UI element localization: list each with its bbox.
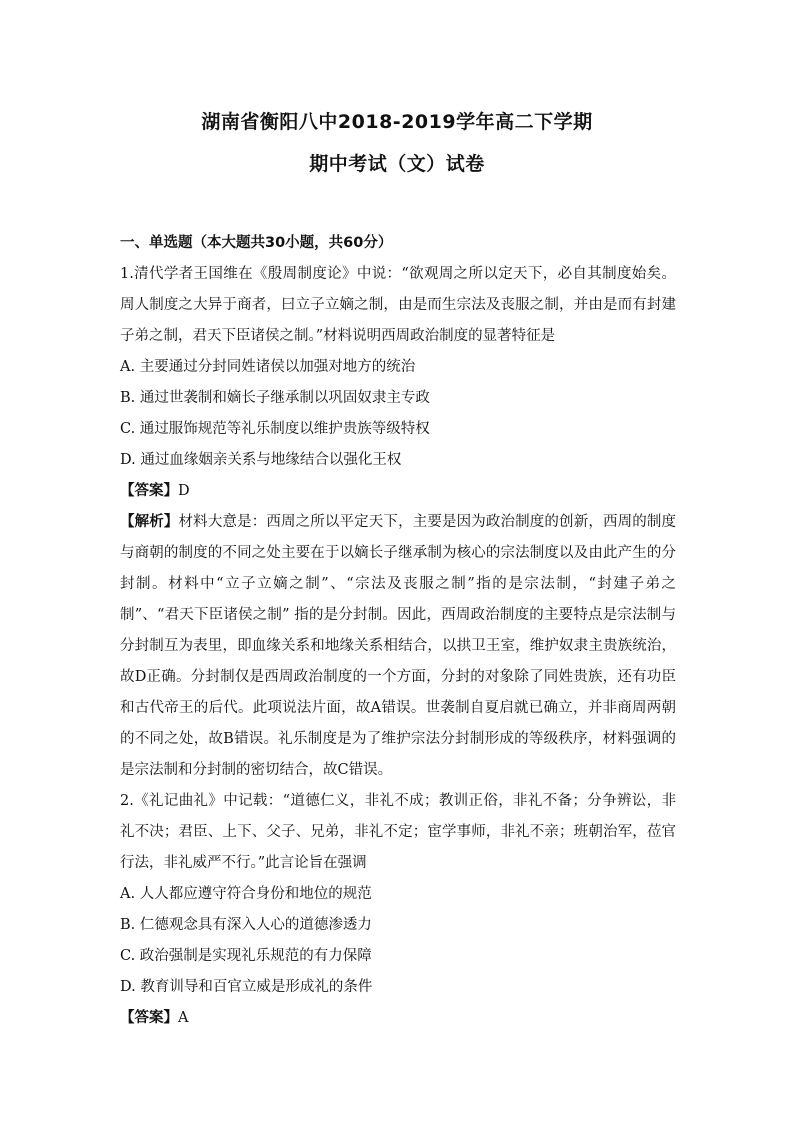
document-title: 湖南省衡阳八中2018-2019学年高二下学期 xyxy=(201,111,593,133)
question-1-answer xyxy=(120,476,676,507)
section-header: 一、单选题（本大题共30小题，共60分） xyxy=(120,235,393,251)
question-2-answer xyxy=(120,1003,676,1034)
answer-value: D xyxy=(178,483,190,499)
question-1-analysis xyxy=(120,507,676,786)
question-2-stem: 2.《礼记曲礼》中记载：“道德仁义，非礼不成；教训正俗，非礼不备；分争辨讼，非礼不决；君臣、上下、父子、兄弟，非礼不定；宦学事师，非礼不亲；班朝治军，莅官行法，非礼威严不行。”此言论旨在强调 xyxy=(120,793,676,871)
document-subtitle: 期中考试（文）试卷 xyxy=(309,153,485,175)
analysis-tag: 【解析】 xyxy=(120,514,179,530)
question-1-option-a: A. 主要通过分封同姓诸侯以加强对地方的统治 xyxy=(120,359,416,375)
question-2-option-b: B. 仁德观念具有深入人心的道德渗透力 xyxy=(120,917,372,933)
answer-tag: 【答案】 xyxy=(120,1010,178,1026)
analysis-text: 材料大意是：西周之所以平定天下，主要是因为政治制度的创新，西周的制度与商朝的制度的不同之处主要在于以嫡长子继承制为核心的宗法制度以及由此产生的分封制。材料中“立子立嫡之制”、“宗法及丧服之制”指的是宗法制，“封建子弟之制”、“君天下臣诸侯之制” 指的是分封制。因此，西周政治制度的主要特点是宗法制与分封制互为表里，即血缘关系和地缘关系相结合，以拱卫王室，维护奴隶主贵族统治，故D正确。分封制仅是西周政治制度的一个方面，分封的对象除了同姓贵族，还有功臣和古代帝王的后代。此项说法片面，故A错误。世袭制自夏启就已确立，并非商周两朝的不同之处，故B错误。礼乐制度是为了维护宗法分封制形成的等级秩序，材料强调的是宗法制和分封制的密切结合，故C错误。 xyxy=(120,514,677,778)
question-2-option-c: C. 政治强制是实现礼乐规范的有力保障 xyxy=(120,948,372,964)
question-2-option-d: D. 教育训导和百官立威是形成礼的条件 xyxy=(120,979,373,995)
question-1-option-b: B. 通过世袭制和嫡长子继承制以巩固奴隶主专政 xyxy=(120,390,430,406)
question-1-option-d: D. 通过血缘姻亲关系与地缘结合以强化王权 xyxy=(120,452,402,468)
document-body xyxy=(120,228,676,1034)
question-1-stem: 1.清代学者王国维在《殷周制度论》中说：“欲观周之所以定天下，必自其制度始矣。周人制度之大异于商者，曰立子立嫡之制，由是而生宗法及丧服之制，并由是而有封建子弟之制，君天下臣诸侯之制。”材料说明西周政治制度的显著特征是 xyxy=(120,266,676,344)
answer-value: A xyxy=(178,1010,189,1026)
answer-tag: 【答案】 xyxy=(120,483,178,499)
question-2-option-a: A. 人人都应遵守符合身份和地位的规范 xyxy=(120,886,372,902)
question-1-option-c: C. 通过服饰规范等礼乐制度以维护贵族等级特权 xyxy=(120,421,430,437)
